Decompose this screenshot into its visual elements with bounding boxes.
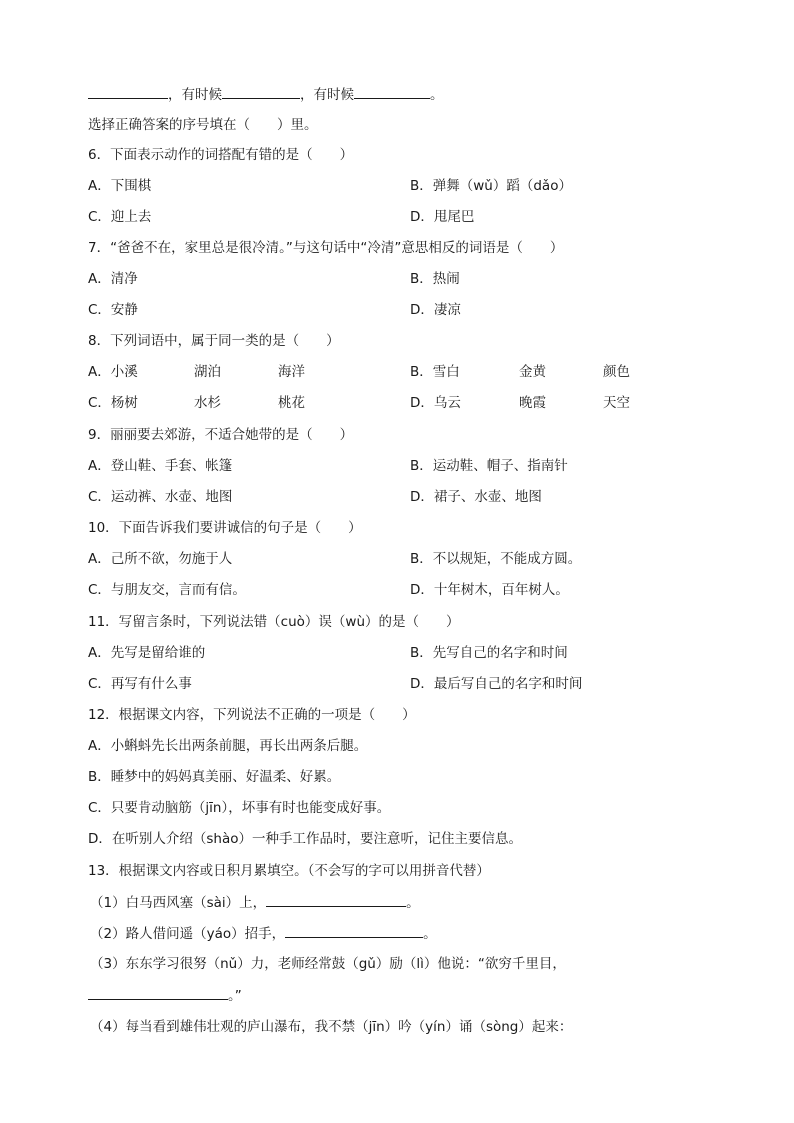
question-stem: 10．下面告诉我们要讲诚信的句子是（ ） — [88, 520, 362, 536]
sub-question-text: 。 — [406, 895, 420, 911]
option-d[interactable]: D．乌云 — [410, 395, 461, 411]
option-word: 湖泊 — [194, 364, 221, 380]
option-d[interactable]: D．最后写自己的名字和时间 — [410, 676, 583, 692]
question-stem: 8．下列词语中，属于同一类的是（ ） — [88, 333, 340, 349]
question-stem: 13．根据课文内容或日积月累填空。（不会写的字可以用拼音代替） — [88, 863, 490, 879]
answer-blank[interactable] — [354, 84, 430, 99]
option-word: A．小溪 — [88, 364, 138, 380]
option-row — [88, 176, 151, 196]
sub-question-1 — [90, 892, 420, 912]
fill-text: 。 — [430, 87, 444, 103]
answer-blank[interactable] — [266, 892, 406, 907]
option-a[interactable]: A．下围棋 — [88, 178, 152, 194]
fill-in-line — [88, 84, 444, 104]
option-b[interactable]: B．弹舞（wǔ）蹈（dǎo） — [410, 178, 572, 194]
fill-text: ，有时候 — [300, 87, 354, 103]
sub-question-3-continued — [88, 985, 242, 1005]
option-b[interactable]: B．运动鞋、帽子、指南针 — [410, 458, 568, 474]
sub-question-text: （2）路人借问遥（yáo）招手， — [90, 926, 286, 942]
option-d[interactable]: D．甩尾巴 — [410, 209, 475, 225]
option-b[interactable]: B．先写自己的名字和时间 — [410, 645, 568, 661]
fill-text: ，有时候 — [168, 87, 222, 103]
question-stem: 7．“爸爸不在，家里总是很冷清。”与这句话中“冷清”意思相反的词语是（ ） — [88, 240, 564, 256]
question-stem: 12．根据课文内容，下列说法不正确的一项是（ ） — [88, 707, 416, 723]
option-c[interactable]: C．安静 — [88, 302, 138, 318]
option-d[interactable]: D．在听别人介绍（shào）一种手工作品时，要注意听，记住主要信息。 — [88, 831, 523, 847]
option-word: 桃花 — [278, 395, 305, 411]
sub-question-text: 。 — [423, 926, 437, 942]
option-a[interactable]: A．己所不欲，勿施于人 — [88, 551, 233, 567]
option-b[interactable]: B．睡梦中的妈妈真美丽、好温柔、好累。 — [88, 769, 341, 785]
option-c[interactable]: C．再写有什么事 — [88, 676, 192, 692]
sub-question-text: （1）白马西风塞（sài）上， — [90, 895, 267, 911]
option-d[interactable]: D．凄凉 — [410, 302, 461, 318]
option-c[interactable]: C．运动裤、水壶、地图 — [88, 489, 233, 505]
option-a[interactable]: A．小蝌蚪先长出两条前腿，再长出两条后腿。 — [88, 738, 368, 754]
option-a[interactable] — [88, 362, 138, 382]
sub-question-3: （3）东东学习很努（nǔ）力，老师经常鼓（gǔ）励（lì）他说：“欲穷千里目， — [90, 956, 566, 972]
option-c[interactable]: C．杨树 — [88, 395, 138, 411]
option-word: 海洋 — [278, 364, 305, 380]
option-c[interactable]: C．只要肯动脑筋（jīn），坏事有时也能变成好事。 — [88, 800, 391, 816]
option-b[interactable]: B．热闹 — [410, 271, 460, 287]
sub-question-4: （4）每当看到雄伟壮观的庐山瀑布，我不禁（jīn）吟（yín）诵（sòng）起来： — [90, 1019, 573, 1035]
option-word: 天空 — [603, 395, 630, 411]
option-word: 颜色 — [603, 364, 630, 380]
option-c[interactable]: C．与朋友交，言而有信。 — [88, 582, 246, 598]
option-d[interactable]: D．裙子、水壶、地图 — [410, 489, 542, 505]
option-d[interactable]: D．十年树木，百年树人。 — [410, 582, 569, 598]
question-stem: 6．下面表示动作的词搭配有错的是（ ） — [88, 147, 354, 163]
option-word: 金黄 — [519, 364, 546, 380]
option-a[interactable]: A．清净 — [88, 271, 138, 287]
option-c[interactable]: C．迎上去 — [88, 209, 152, 225]
question-stem: 9．丽丽要去郊游，不适合她带的是（ ） — [88, 427, 354, 443]
sub-question-text: 。” — [228, 988, 242, 1004]
answer-blank[interactable] — [285, 923, 423, 938]
option-word: 晚霞 — [519, 395, 546, 411]
question-stem: 11．写留言条时，下列说法错（cuò）误（wù）的是（ ） — [88, 614, 460, 630]
answer-blank[interactable] — [88, 985, 228, 1000]
answer-blank[interactable] — [222, 84, 300, 99]
section-instruction: 选择正确答案的序号填在（ ）里。 — [88, 117, 318, 133]
option-a[interactable]: A．先写是留给谁的 — [88, 645, 206, 661]
option-a[interactable]: A．登山鞋、手套、帐篷 — [88, 458, 233, 474]
option-b[interactable]: B．不以规矩，不能成方圆。 — [410, 551, 582, 567]
option-word: 水杉 — [194, 395, 221, 411]
option-b[interactable]: B．雪白 — [410, 364, 460, 380]
answer-blank[interactable] — [88, 84, 168, 99]
sub-question-2 — [90, 923, 437, 943]
